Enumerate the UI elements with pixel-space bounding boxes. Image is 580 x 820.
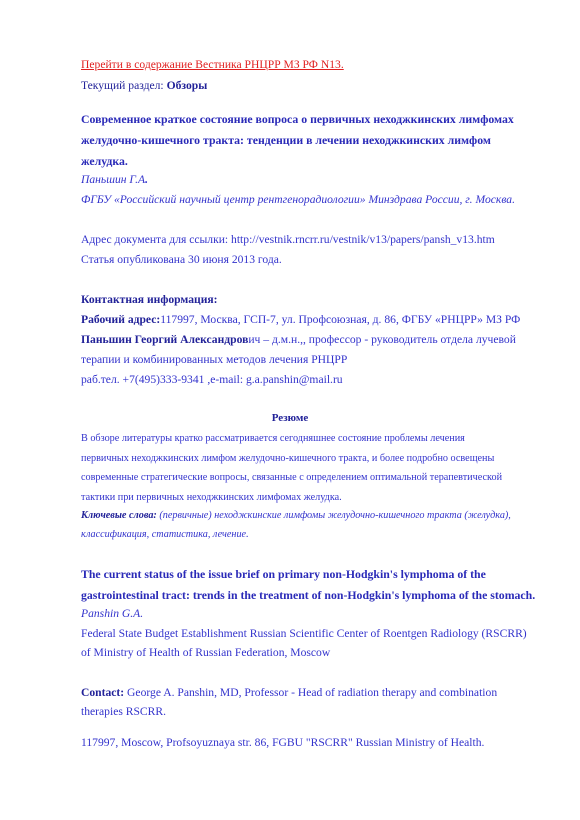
- author-ru-name: Паньшин Г.А: [81, 173, 146, 186]
- author-en: Panshin G.A.: [81, 607, 144, 620]
- contact-en-line-1: George A. Panshin, MD, Professor - Head of radiation therapy and combination: [124, 686, 498, 699]
- contact-person: [81, 333, 516, 347]
- summary-line-4: тактики при первичных неходжкинских лимфомах желудка.: [81, 492, 342, 503]
- contact-person-department: терапии и комбинированных методов лечения РНЦРР: [81, 353, 348, 366]
- keywords-label: Ключевые слова:: [81, 510, 157, 521]
- table-of-contents-link[interactable]: Перейти в содержание Вестника РНЦРР МЗ РФ N13.: [81, 58, 344, 71]
- article-title-ru-line-3: желудка.: [81, 154, 128, 168]
- contact-en-line-2: therapies RSCRR.: [81, 705, 167, 718]
- summary-line-3: современные стратегические вопросы, связанные с определением оптимальной терапевтической: [81, 472, 503, 483]
- publication-date: Статья опубликована 30 июня 2013 года.: [81, 253, 282, 266]
- document-address: Адрес документа для ссылки: http://vestnik.rncrr.ru/vestnik/v13/papers/pansh_v13.htm: [81, 233, 495, 246]
- current-section-name: Обзоры: [166, 79, 208, 92]
- article-title-en-line-2: gastrointestinal tract: trends in the treatment of non-Hodgkin's lymphoma of the stomach.: [81, 588, 536, 602]
- contact-person-name: Паньшин Георгий Александров: [81, 333, 249, 346]
- contact-heading: Контактная информация:: [81, 293, 218, 306]
- keywords: [81, 509, 511, 523]
- contact-phone-email: раб.тел. +7(495)333-9341 ,e-mail: g.a.panshin@mail.ru: [81, 373, 343, 386]
- article-title-ru-line-1: Современное краткое состояние вопроса о первичных неходжкинских лимфомах: [81, 112, 514, 126]
- current-section: [81, 79, 207, 93]
- affiliation-ru: ФГБУ «Российский научный центр рентгенорадиологии» Минздрава России, г. Москва.: [81, 193, 515, 206]
- address-en: 117997, Moscow, Profsoyuznaya str. 86, FGBU "RSCRR" Russian Ministry of Health.: [81, 736, 485, 749]
- affiliation-en-line-1: Federal State Budget Establishment Russian Scientific Center of Roentgen Radiology (RSCRR): [81, 627, 527, 640]
- work-address-label: Рабочий адрес:: [81, 313, 161, 326]
- keywords-line-1: (первичные) неходжкинские лимфомы желудочно-кишечного тракта (желудка),: [156, 510, 511, 521]
- article-title-en-line-1: The current status of the issue brief on primary non-Hodgkin's lymphoma of the: [81, 567, 486, 581]
- summary-line-1: В обзоре литературы кратко рассматривается сегодняшнее состояние проблемы лечения: [81, 433, 465, 444]
- work-address-value: 117997, Москва, ГСП-7, ул. Профсоюзная, д. 86, ФГБУ «РНЦРР» МЗ РФ: [160, 313, 521, 326]
- author-ru-dot: .: [145, 173, 149, 186]
- summary-heading: Резюме: [271, 412, 309, 424]
- article-title-ru-line-2: желудочно-кишечного тракта: тенденции в лечении неходжкинских лимфом: [81, 133, 491, 147]
- keywords-line-2: классификация, статистика, лечение.: [81, 529, 249, 540]
- contact-en: [81, 686, 497, 700]
- work-address: [81, 313, 520, 327]
- author-ru: [81, 173, 148, 187]
- current-section-prefix: Текущий раздел:: [81, 79, 167, 92]
- affiliation-en-line-2: of Ministry of Health of Russian Federation, Moscow: [81, 646, 331, 659]
- contact-person-title: ич – д.м.н.,, профессор - руководитель отдела лучевой: [248, 333, 516, 346]
- contact-en-label: Contact:: [81, 686, 125, 699]
- summary-line-2: первичных неходжкинских лимфом желудочно-кишечного тракта, и более подробно освещены: [81, 453, 495, 464]
